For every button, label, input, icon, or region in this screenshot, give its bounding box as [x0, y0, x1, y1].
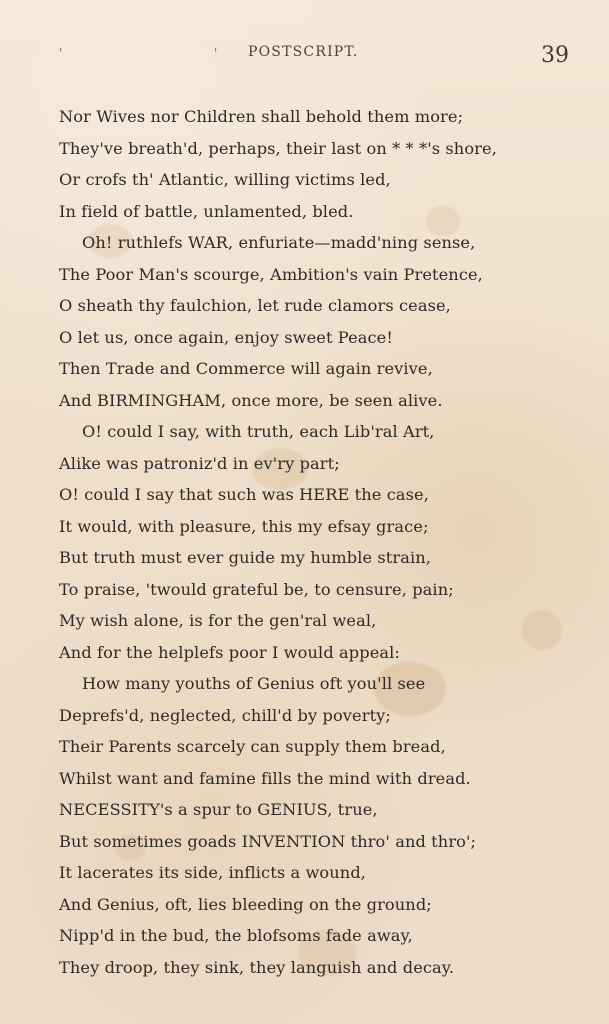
poem-line-7: O sheath thy faulchion, let rude clamors cease,: [59, 296, 451, 315]
poem-line-5: Oh! ruthlefs WAR, enfuriate—madd'ning sense,: [82, 233, 476, 252]
poem-line-22: Whilst want and famine fills the mind with dread.: [59, 768, 471, 788]
poem-line-10: And BIRMINGHAM, once more, be seen alive.: [59, 390, 443, 410]
poem-line-3: Or crofs th' Atlantic, willing victims led,: [59, 170, 391, 189]
poem-line-25: It lacerates its side, inflicts a wound,: [59, 863, 367, 882]
poem-line-1: Nor Wives nor Children shall behold them more;: [59, 107, 464, 126]
poem-line-13: O! could I say that such was HERE the case,: [59, 485, 429, 504]
poem-line-19: How many youths of Genius oft you'll see: [82, 674, 426, 693]
poem-line-21: Their Parents scarcely can supply them bread,: [59, 737, 446, 756]
header-mark-left: ': [59, 46, 63, 60]
page-header: [0, 44, 609, 74]
running-title: POSTSCRIPT.: [248, 44, 359, 60]
poem-line-9: Then Trade and Commerce will again revive,: [59, 359, 433, 378]
poem-line-8: O let us, once again, enjoy sweet Peace!: [59, 327, 393, 347]
page-number: 39: [541, 43, 569, 68]
poem-line-14: It would, with pleasure, this my efsay grace;: [59, 516, 429, 536]
poem-line-4: In field of battle, unlamented, bled.: [59, 201, 354, 221]
poem-line-20: Deprefs'd, neglected, chill'd by poverty;: [59, 705, 391, 725]
header-mark-middle: ': [214, 46, 218, 60]
poem-line-26: And Genius, oft, lies bleeding on the ground;: [59, 894, 432, 914]
poem-line-15: But truth must ever guide my humble strain,: [59, 548, 432, 567]
poem-line-24: But sometimes goads INVENTION thro' and thro';: [59, 831, 477, 851]
poem-text: [59, 101, 549, 983]
poem-line-17: My wish alone, is for the gen'ral weal,: [59, 611, 377, 630]
poem-line-11: O! could I say, with truth, each Lib'ral Art,: [82, 422, 435, 441]
poem-line-28: They droop, they sink, they languish and decay.: [59, 957, 455, 977]
poem-line-2: They've breath'd, perhaps, their last on * * *'s shore,: [59, 138, 497, 158]
poem-line-27: Nipp'd in the bud, the blofsoms fade away,: [59, 926, 413, 945]
poem-line-16: To praise, 'twould grateful be, to censure, pain;: [59, 579, 454, 599]
poem-line-12: Alike was patroniz'd in ev'ry part;: [59, 453, 340, 473]
poem-line-18: And for the helplefs poor I would appeal:: [59, 642, 400, 662]
poem-line-6: The Poor Man's scourge, Ambition's vain Pretence,: [59, 264, 483, 284]
poem-line-23: NECESSITY's a spur to GENIUS, true,: [59, 800, 378, 819]
